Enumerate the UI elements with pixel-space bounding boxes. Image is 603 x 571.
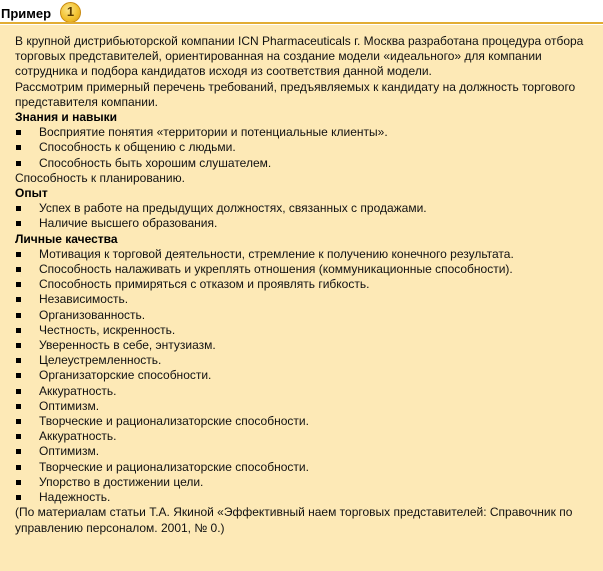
knowledge-list <box>15 125 591 171</box>
list-item <box>15 247 591 262</box>
list-item <box>15 292 591 307</box>
bullet-icon <box>16 465 21 470</box>
bullet-icon <box>16 267 21 272</box>
list-item-text: Организованность. <box>39 307 146 322</box>
bullet-icon <box>16 221 21 226</box>
section-heading-knowledge: Знания и навыки <box>15 110 118 125</box>
list-item-text: Упорство в достижении цели. <box>39 474 204 489</box>
list-item <box>15 216 591 231</box>
list-item <box>15 429 591 444</box>
list-item-text: Творческие и рационализаторские способности. <box>39 414 309 429</box>
list-item <box>15 475 591 490</box>
list-item-text: Организаторские способности. <box>39 368 212 383</box>
list-item <box>15 323 591 338</box>
bullet-icon <box>16 373 21 378</box>
list-item-text: Честность, искренность. <box>39 322 176 337</box>
list-item-text: Аккуратность. <box>39 383 117 398</box>
list-item <box>15 368 591 383</box>
list-item <box>15 384 591 399</box>
list-item-text: Независимость. <box>39 292 129 307</box>
bullet-icon <box>16 404 21 409</box>
bullet-icon <box>16 145 21 150</box>
example-content-box <box>0 25 603 571</box>
bullet-icon <box>16 343 21 348</box>
section-heading-personal: Личные качества <box>15 231 118 246</box>
bullet-icon <box>16 449 21 454</box>
bullet-icon <box>16 252 21 257</box>
knowledge-trailing-line: Способность к планированию. <box>15 170 185 185</box>
list-item-text: Способность быть хорошим слушателем. <box>39 155 272 170</box>
bullet-icon <box>16 130 21 135</box>
example-number-badge: 1 <box>60 2 81 23</box>
list-item-text: Наличие высшего образования. <box>39 216 218 231</box>
list-item <box>15 140 591 155</box>
bullet-icon <box>16 313 21 318</box>
list-item-text: Надежность. <box>39 490 111 505</box>
bullet-icon <box>16 480 21 485</box>
list-item <box>15 353 591 368</box>
list-item <box>15 308 591 323</box>
list-item <box>15 399 591 414</box>
section-heading-experience: Опыт <box>15 186 48 201</box>
bullet-icon <box>16 434 21 439</box>
list-item-text: Способность к общению с людьми. <box>39 140 236 155</box>
bullet-icon <box>16 328 21 333</box>
list-item-text: Целеустремленность. <box>39 353 162 368</box>
list-item <box>15 414 591 429</box>
intro-paragraph: В крупной дистрибьюторской компании ICN Pharmaceuticals г. Москва разработана процедура отбора торговых представителей, ориентированная на создание модели «идеального» для компании сотрудника и подбора кандидатов исходя из соответствия данной модели. <box>15 34 584 79</box>
bullet-icon <box>16 358 21 363</box>
list-item-text: Аккуратность. <box>39 429 117 444</box>
list-item-text: Способность налаживать и укреплять отношения (коммуникационные способности). <box>39 262 513 277</box>
list-item <box>15 444 591 459</box>
source-citation: (По материалам статьи Т.А. Якиной «Эффективный наем торговых представителей: Справочник по управлению персоналом. 2001, № 0.) <box>15 505 573 535</box>
list-item-text: Оптимизм. <box>39 398 100 413</box>
list-item <box>15 277 591 292</box>
list-item <box>15 460 591 475</box>
bullet-icon <box>16 161 21 166</box>
list-item <box>15 262 591 277</box>
bullet-icon <box>16 206 21 211</box>
list-item-text: Восприятие понятия «территории и потенциальные клиенты». <box>39 125 388 140</box>
bullet-icon <box>16 495 21 500</box>
bullet-icon <box>16 419 21 424</box>
list-item-text: Уверенность в себе, энтузиазм. <box>39 338 216 353</box>
example-title: Пример <box>1 6 52 21</box>
list-item <box>15 338 591 353</box>
list-item-text: Творческие и рационализаторские способности. <box>39 459 309 474</box>
list-item-text: Успех в работе на предыдущих должностях, связанных с продажами. <box>39 201 427 216</box>
experience-list <box>15 201 591 231</box>
list-item <box>15 201 591 216</box>
list-item-text: Способность примиряться с отказом и проявлять гибкость. <box>39 277 370 292</box>
list-item <box>15 490 591 505</box>
bullet-icon <box>16 389 21 394</box>
list-item <box>15 125 591 140</box>
list-item-text: Оптимизм. <box>39 444 100 459</box>
bullet-icon <box>16 282 21 287</box>
list-item <box>15 156 591 171</box>
list-item-text: Мотивация к торговой деятельности, стремление к получению конечного результата. <box>39 246 514 261</box>
bullet-icon <box>16 297 21 302</box>
intro-paragraph: Рассмотрим примерный перечень требований, предъявляемых к кандидату на должность торгового представителя компании. <box>15 79 576 109</box>
personal-qualities-list <box>15 247 591 505</box>
header-divider <box>0 22 603 24</box>
